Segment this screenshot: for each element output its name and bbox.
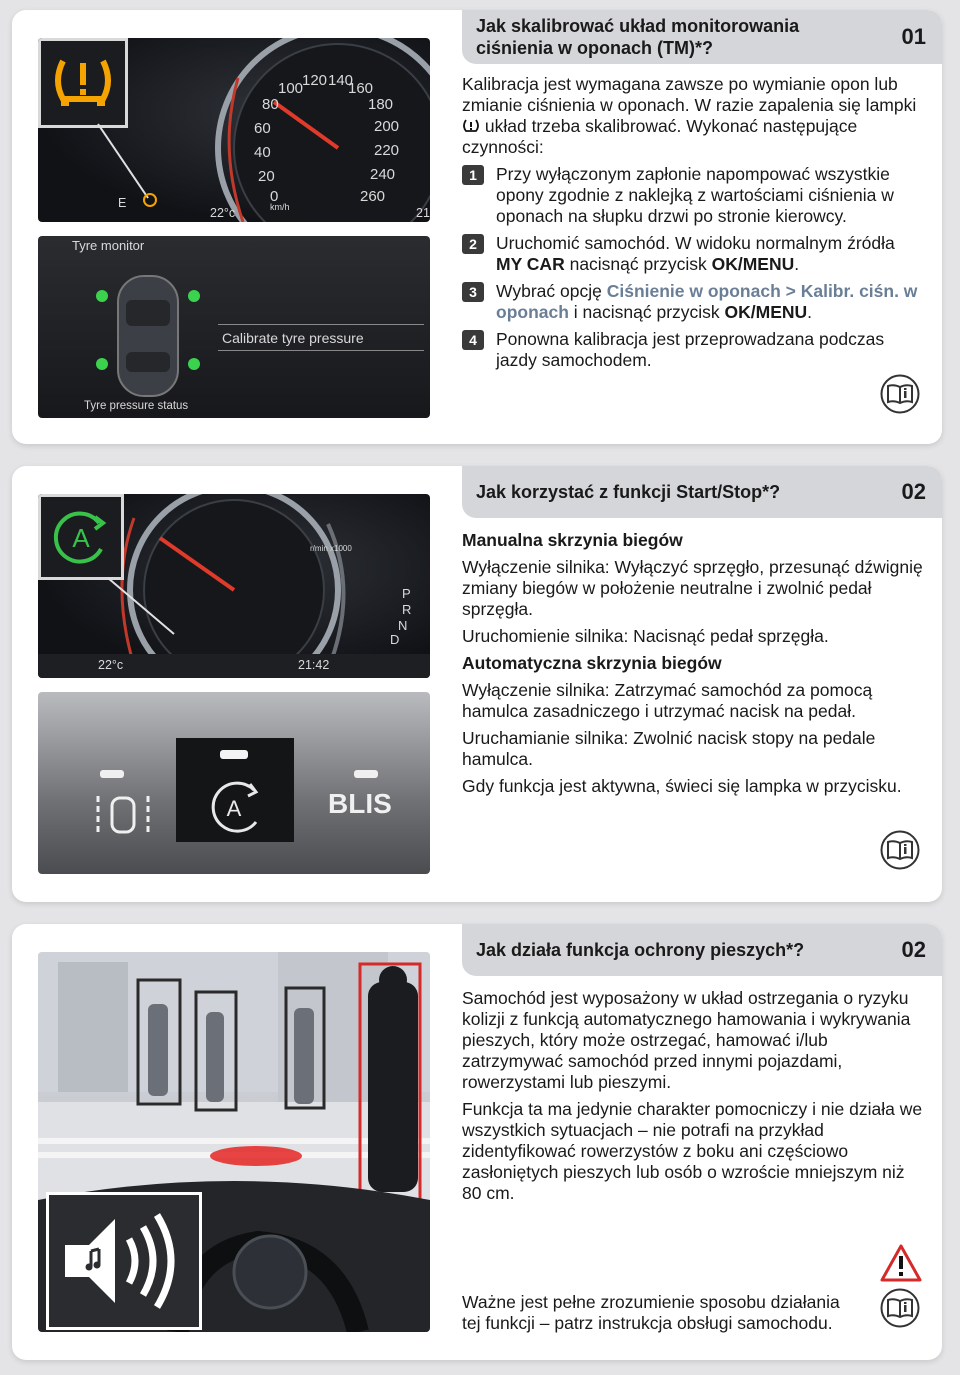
paragraph: Uruchamianie silnika: Zwolnić nacisk stopy na pedale hamulca. <box>462 728 876 769</box>
step-4 <box>462 329 924 371</box>
step-number: 2 <box>462 234 484 254</box>
rpm-label: r/min x1000 <box>310 544 352 553</box>
paragraph: Uruchomienie silnika: Nacisnąć pedał sprzęgła. <box>462 626 829 646</box>
step-1 <box>462 164 924 227</box>
callout-line <box>38 38 430 222</box>
menu-path: Ciśnienie w oponach > Kalibr. ciśn. w oponach <box>496 281 918 322</box>
intro-paragraph <box>462 74 924 158</box>
speed-tick: 240 <box>370 166 396 183</box>
button-name: OK/MENU <box>724 302 808 322</box>
section-card-pedestrian <box>12 924 942 1360</box>
paragraph: Samochód jest wyposażony w układ ostrzegania o ryzyku kolizji z funkcją automatycznego hamowania i wykrywania pieszych, który może ostrzegać, hamować i/lub zatrzymywać samochód przed innymi pojazdami, rowerzystami lub pieszymi. <box>462 988 911 1092</box>
step-text-part: Wybrać opcję <box>496 281 607 301</box>
start-stop-button <box>176 738 294 842</box>
step-number: 3 <box>462 282 484 302</box>
tpms-inline-icon <box>462 117 480 131</box>
blis-button-label: BLIS <box>328 788 392 819</box>
pedestrian-scene-image <box>38 952 430 1332</box>
speed-tick: 120 <box>302 72 328 89</box>
gear-p: P <box>402 586 411 601</box>
park-assist-icon <box>68 786 188 846</box>
indicator-lamp <box>100 770 124 778</box>
warning-triangle-icon <box>880 1244 922 1282</box>
button-name: OK/MENU <box>711 254 795 274</box>
car-topview-graphic <box>78 256 218 416</box>
step-3 <box>462 281 924 323</box>
manual-book-icon <box>880 1288 920 1328</box>
intro-text-1: Kalibracja jest wymagana zawsze po wymianie opon lub zmianie ciśnienia w oponach. W razie zapalenia się lampki <box>462 74 917 115</box>
section-body <box>462 74 924 377</box>
clock-partial: 21 <box>416 206 430 220</box>
indicator-lamp <box>354 770 378 778</box>
indicator-lamp <box>220 750 248 759</box>
outside-temperature: 22°c <box>210 206 236 220</box>
menu-divider <box>218 350 424 351</box>
section-number: 02 <box>901 937 926 962</box>
clock: 21:42 <box>298 658 330 672</box>
intro-text-2: układ trzeba skalibrować. Wykonać następujące czynności: <box>462 116 858 157</box>
outside-temperature: 22°c <box>98 658 124 672</box>
speed-tick: 260 <box>360 188 386 205</box>
calibrate-menu-item: Calibrate tyre pressure <box>222 330 364 346</box>
automatic-gearbox-heading: Automatyczna skrzynia biegów <box>462 653 722 673</box>
section-header <box>462 466 942 518</box>
screen-title: Tyre monitor <box>72 238 145 253</box>
step-text-part: . <box>807 302 813 322</box>
speed-tick: 180 <box>368 96 394 113</box>
speed-tick: 200 <box>374 118 400 135</box>
manual-book-icon <box>880 374 920 414</box>
menu-divider <box>218 324 424 325</box>
speed-tick: 0 <box>270 188 279 205</box>
speed-tick: 80 <box>262 96 279 113</box>
step-text-part: . <box>794 254 800 274</box>
speed-unit: km/h <box>270 202 290 212</box>
section-body <box>462 988 924 1210</box>
menu-source-name: MY CAR <box>496 254 565 274</box>
gear-n: N <box>398 618 408 633</box>
start-stop-cluster-image <box>38 494 430 678</box>
screen-footer: Tyre pressure status <box>84 400 189 412</box>
paragraph: Gdy funkcja jest aktywna, świeci się lampka w przycisku. <box>462 776 902 796</box>
paragraph: Wyłączenie silnika: Wyłączyć sprzęgło, przesunąć dźwignię zmiany biegów w położenie neutralne i zwolnić pedał sprzęgła. <box>462 557 923 619</box>
speed-tick: 100 <box>278 80 304 97</box>
step-text-part: nacisnąć przycisk <box>564 254 712 274</box>
svg-text:A: A <box>226 796 242 821</box>
instrument-cluster-image <box>38 38 430 222</box>
section-body <box>462 530 924 803</box>
paragraph: Funkcja ta ma jedynie charakter pomocniczy i nie działa we wszystkich sytuacjach – nie potrafi na przykład zidentyfikować rowerzystów z boku ani częściowo zasłoniętych pieszych lub osób o wzroście mniejszym niż 80 cm. <box>462 1099 923 1203</box>
important-note: Ważne jest pełne zrozumienie sposobu działania tej funkcji – patrz instrukcja obsługi samochodu. <box>462 1292 840 1333</box>
step-text: Przy wyłączonym zapłonie napompować wszystkie opony zgodnie z naklejką z wartościami ciśnienia w oponach na słupku drzwi po stronie kierowcy. <box>496 164 894 226</box>
section-card-start-stop <box>12 466 942 902</box>
section-number: 01 <box>901 24 926 49</box>
section-title: Jak działa funkcja ochrony pieszych*? <box>476 940 805 960</box>
manual-book-icon <box>880 830 920 870</box>
section-number: 02 <box>901 479 926 504</box>
speed-tick: 140 <box>328 72 354 89</box>
step-text-part: i nacisnąć przycisk <box>568 302 725 322</box>
step-number: 1 <box>462 165 484 185</box>
step-text <box>496 233 924 275</box>
speed-tick: 60 <box>254 120 271 137</box>
section-card-tpms <box>12 10 942 444</box>
tyre-monitor-screen-image <box>38 236 430 418</box>
step-text: Ponowna kalibracja jest przeprowadzana podczas jazdy samochodem. <box>496 329 885 370</box>
paragraph: Wyłączenie silnika: Zatrzymać samochód za pomocą hamulca zasadniczego i utrzymać nacisk na pedał. <box>462 680 873 721</box>
fuel-label: E <box>118 196 127 210</box>
callout-line <box>38 494 430 678</box>
step-text-part: Uruchomić samochód. W widoku normalnym źródła <box>496 233 895 253</box>
speed-tick: 40 <box>254 144 271 161</box>
section-header <box>462 924 942 976</box>
speed-tick: 20 <box>258 168 275 185</box>
svg-text:A: A <box>72 523 90 553</box>
step-2 <box>462 233 924 275</box>
gear-r: R <box>402 602 412 617</box>
section-title: Jak skalibrować układ monitorowania ciśnienia w oponach (TM)*? <box>476 16 800 58</box>
gear-d: D <box>390 632 400 647</box>
step-number: 4 <box>462 330 484 350</box>
section-header <box>462 10 942 64</box>
speaker-sound-icon <box>49 1195 199 1327</box>
speed-tick: 220 <box>374 142 400 159</box>
audio-warning-icon-box <box>46 1192 202 1330</box>
console-buttons-image <box>38 692 430 874</box>
section-title: Jak korzystać z funkcji Start/Stop*? <box>476 482 781 502</box>
manual-gearbox-heading: Manualna skrzynia biegów <box>462 530 683 550</box>
step-text <box>496 281 924 323</box>
speed-tick: 160 <box>348 80 374 97</box>
